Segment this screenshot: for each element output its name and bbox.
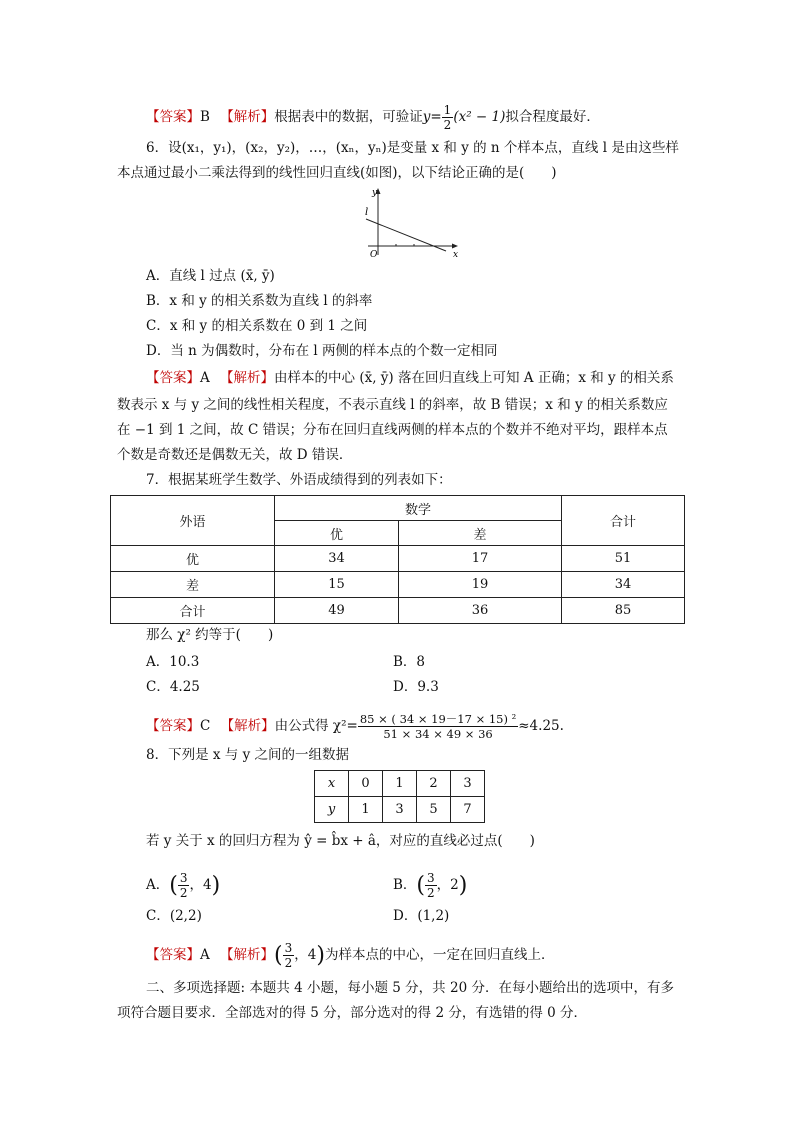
table-row	[315, 771, 485, 797]
fraction-denominator: 2	[179, 886, 188, 900]
cell: 3	[383, 797, 417, 823]
fraction-numerator: 3	[179, 871, 188, 885]
right-paren: )	[458, 872, 468, 898]
table-row	[315, 797, 485, 823]
answer-tag: 【答案】	[146, 947, 200, 963]
right-paren: )	[211, 872, 221, 898]
answer-letter: A	[200, 370, 210, 386]
answer-letter: B	[200, 109, 210, 125]
explanation-tag: 【解析】	[220, 947, 275, 963]
fraction-denominator: 51 × 34 × 49 × 36	[383, 727, 493, 741]
answer-tag: 【答案】	[146, 370, 200, 386]
fraction-three-halves	[178, 871, 190, 900]
explanation-text: 由样本的中心 (x̄, ȳ) 落在回归直线上可知 A 正确；x 和 y 的相关系	[274, 370, 674, 386]
cell: 85	[562, 598, 685, 624]
cell: 3	[451, 771, 485, 797]
q6-regression-figure	[360, 185, 470, 263]
fraction-denominator: 2	[443, 118, 452, 132]
q8-option-c: C．(2,2)	[146, 908, 202, 924]
explanation-text-end: 拟合程度最好．	[505, 109, 600, 125]
q6-answer-line-2: 数表示 x 与 y 之间的线性相关程度，不表示直线 l 的斜率，故 B 错误；x 和 y 的相关系数应	[117, 397, 668, 413]
q6-option-c: C．x 和 y 的相关系数在 0 到 1 之间	[146, 318, 368, 334]
q8-data-table	[314, 770, 485, 823]
q8-option-b	[393, 871, 467, 900]
cell: 7	[451, 797, 485, 823]
cell: 0	[349, 771, 383, 797]
q7-answer-line	[146, 712, 564, 741]
fraction-numerator: 3	[427, 871, 435, 885]
q7-option-b: B．8	[393, 654, 426, 670]
q6-option-d: D．当 n 为偶数时，分布在 l 两侧的样本点的个数一定相同	[146, 343, 498, 359]
explanation-tag: 【解析】	[220, 718, 275, 734]
explanation-text: 根据表中的数据，可验证	[274, 109, 423, 125]
option-letter: A．	[146, 877, 170, 893]
answer-letter: C	[200, 718, 211, 734]
fraction-numerator: 1	[443, 103, 452, 117]
explanation-text: 由公式得 χ²=	[274, 718, 358, 734]
cell: 2	[417, 771, 451, 797]
fraction-half	[442, 103, 454, 132]
q7-contingency-table	[110, 495, 685, 624]
header-total: 合计	[562, 496, 685, 546]
cell: 36	[399, 598, 562, 624]
cell: 19	[399, 572, 562, 598]
section-2-heading-line-1: 二、多项选择题: 本题共 4 小题，每小题 5 分，共 20 分．在每小题给出的选项中，有多	[146, 980, 674, 996]
q5-answer-line	[146, 103, 600, 132]
cell: 17	[399, 546, 562, 572]
cell: 5	[417, 797, 451, 823]
q7-option-d: D．9.3	[393, 679, 439, 695]
q7-option-c: C．4.25	[146, 679, 200, 695]
x-label: x	[315, 771, 349, 797]
explanation-tag: 【解析】	[220, 109, 275, 125]
origin-label: O	[370, 250, 378, 260]
q8-option-a	[146, 871, 220, 900]
table-row	[111, 546, 685, 572]
chi-square-fraction	[358, 712, 518, 741]
header-math-bad: 差	[399, 521, 562, 546]
header-math-good: 优	[275, 521, 399, 546]
q8-answer-line	[146, 941, 554, 970]
q8-option-d: D．(1,2)	[393, 908, 450, 924]
cell: 34	[562, 572, 685, 598]
section-2-heading-line-2: 项符合题目要求．全部选对的得 5 分，部分选对的得 2 分，有选错的得 0 分．	[117, 1005, 588, 1021]
q8-question: 若 y 关于 x 的回归方程为 ŷ = b̂x + â，对应的直线必过点( )	[146, 833, 535, 849]
q6-option-b: B．x 和 y 的相关系数为直线 l 的斜率	[146, 293, 373, 309]
answer-letter: A	[200, 947, 210, 963]
x-axis-label: x	[453, 250, 459, 260]
point-rest: ，4	[294, 947, 317, 963]
q6-answer-line-4: 个数是奇数还是偶数无关，故 D 错误．	[117, 447, 353, 463]
q6-option-a: A．直线 l 过点 (x̄, ȳ)	[146, 268, 275, 284]
answer-tag: 【答案】	[146, 718, 200, 734]
row-label: 差	[111, 572, 275, 598]
right-paren: )	[316, 942, 325, 968]
header-math: 数学	[275, 496, 562, 521]
left-paren: (	[274, 942, 283, 968]
cell: 49	[275, 598, 399, 624]
formula-eq: =	[430, 109, 442, 125]
x-axis-arrow	[452, 244, 458, 249]
fraction-numerator: 85 × ( 34 × 19－17 × 15) ²	[359, 712, 517, 726]
q7-question: 那么 χ² 约等于( )	[146, 627, 274, 643]
q7-option-a: A．10.3	[146, 654, 200, 670]
cell: 34	[275, 546, 399, 572]
left-paren: (	[416, 872, 426, 898]
option-rest: ，4	[189, 877, 212, 893]
answer-tag: 【答案】	[146, 109, 200, 125]
table-row	[111, 598, 685, 624]
header-foreign: 外语	[111, 496, 275, 546]
q6-stem-line-1: 6．设(x₁，y₁)，(x₂，y₂)，…，(xₙ，yₙ)是变量 x 和 y 的 n 个样本点，直线 l 是由这些样	[146, 140, 679, 156]
option-letter: B．	[393, 877, 417, 893]
explanation-text: 为样本点的中心，一定在回归直线上．	[324, 947, 555, 963]
formula-expression: (x² − 1)	[453, 109, 506, 125]
line-l-label: l	[365, 207, 369, 218]
explanation-result: ≈4.25.	[518, 718, 564, 734]
fraction-three-halves	[425, 871, 437, 900]
cell: 15	[275, 572, 399, 598]
y-axis-label: y	[372, 188, 378, 198]
q7-stem: 7．根据某班学生数学、外语成绩得到的列表如下：	[146, 472, 452, 488]
q6-answer-line-3: 在 −1 到 1 之间，故 C 错误；分布在回归直线两侧的样本点的个数并不绝对平均，跟样本点	[117, 422, 668, 438]
explanation-tag: 【解析】	[220, 370, 275, 386]
cell: 51	[562, 546, 685, 572]
cell: 1	[349, 797, 383, 823]
q6-stem-line-2: 本点通过最小二乘法得到的线性回归直线(如图)，以下结论正确的是( )	[117, 165, 557, 181]
cell: 1	[383, 771, 417, 797]
q8-stem: 8．下列是 x 与 y 之间的一组数据	[146, 747, 349, 763]
option-rest: ，2	[436, 877, 459, 893]
y-label: y	[315, 797, 349, 823]
table-row	[111, 572, 685, 598]
fraction-numerator: 3	[284, 941, 293, 955]
row-label: 合计	[111, 598, 275, 624]
row-label: 优	[111, 546, 275, 572]
fraction-three-halves	[283, 941, 295, 970]
formula-y: y	[422, 109, 431, 125]
left-paren: (	[169, 872, 178, 898]
fraction-denominator: 2	[284, 956, 293, 970]
q6-answer-line-1	[146, 368, 674, 388]
fraction-denominator: 2	[427, 886, 435, 900]
